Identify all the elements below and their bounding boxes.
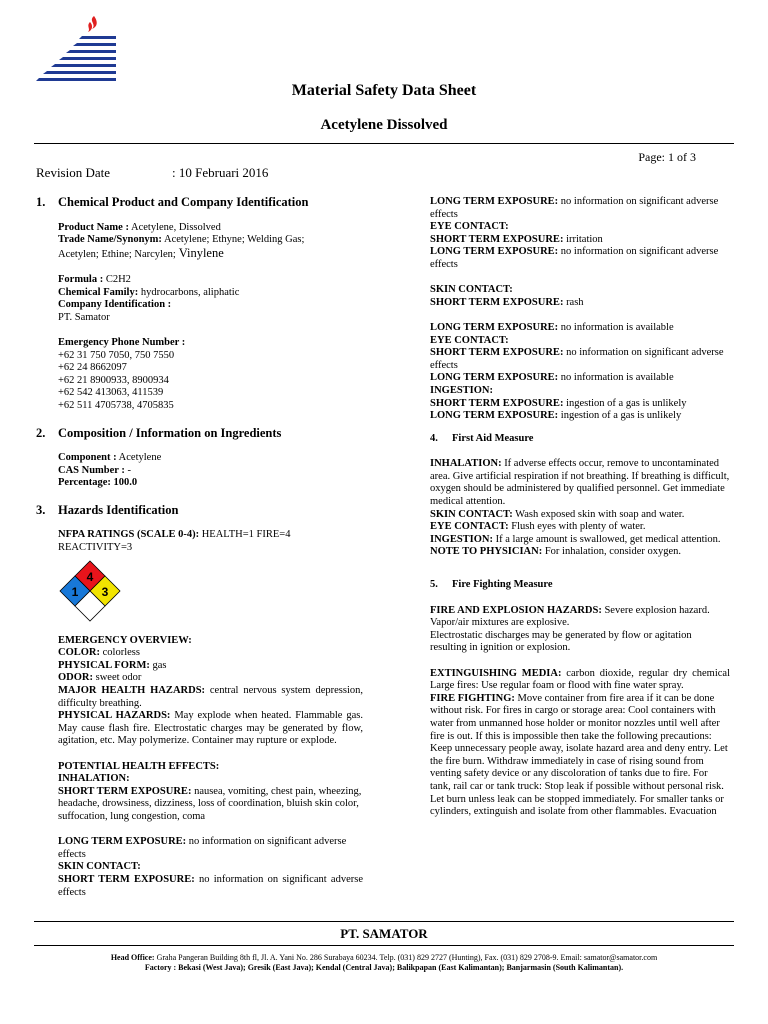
phone-1: +62 31 750 7050, 750 7550 [58,349,175,361]
section-4-heading: 4. First Aid Measure [430,432,534,444]
eye-short-term: SHORT TERM EXPOSURE: irritation [430,233,603,245]
footer-top-divider [34,921,734,922]
skin-short-term: SHORT TERM EXPOSURE: no information on significant adverse effects [58,873,363,898]
right-column [430,196,730,819]
physical-form: PHYSICAL FORM: gas [58,659,167,671]
trade-name: Trade Name/Synonym: Acetylene; Ethyne; Welding Gas; [58,234,305,246]
fire-fighting: FIRE FIGHTING: Move container from fire area if it can be done without risk. For fires in cargo or storage area: Cool containers with water from unmanned hose holder or monitor nozzles until well after fire is out. If this is impossible then take the following precautions: Keep unnecessary people away, isolate hazard area and deny entry. Let the fire burn. Withdraw immediately in case of rising sound from venting safety device or any discoloration of tanks due to fire. For tank, rail car or tank truck: Stop leak if possible without personal risk. Let burn unless leak can be stopped immediately. For smaller tanks or cylinders, extinguish and isolate from other flammables. Evacuation [430,692,728,818]
note-to-physician: NOTE TO PHYSICIAN: For inhalation, consider oxygen. [430,546,682,558]
section-2-body [36,446,363,490]
section-5-heading: 5. Fire Fighting Measure [430,579,553,591]
health-rating: 1 [71,584,79,599]
phone-3: +62 21 8900933, 8900934 [58,374,169,386]
ingestion-label: INGESTION: [430,384,494,396]
cas-number: CAS Number : - [58,464,132,476]
page-number: Page: 1 of 3 [638,150,696,164]
first-aid-skin: SKIN CONTACT: Wash exposed skin with soap and water. [430,508,685,520]
left-column [36,196,363,899]
ingestion-short-term: SHORT TERM EXPOSURE: ingestion of a gas is unlikely [430,397,687,409]
physical-hazards: PHYSICAL HAZARDS: May explode when heated. Flammable gas. May cause flash fire. Electrostatic charges may be generated by flow, agitation, etc. May polymerize. Container may rupture or explode. [58,710,363,747]
fire-rating: 4 [86,569,94,584]
eye-2-long-term: LONG TERM EXPOSURE: no information is available [430,372,674,384]
skin-contact-2-label: SKIN CONTACT: [430,284,513,296]
fire-explosion-hazards-cont: Electrostatic discharges may be generated by flow or agitation resulting in ignition or explosion. [430,629,692,654]
inhalation-long-term: LONG TERM EXPOSURE: no information on significant adverse effects [58,836,347,860]
footer-divider [34,945,734,946]
nfpa-ratings: NFPA RATINGS (SCALE 0-4): HEALTH=1 FIRE=4 [58,529,291,541]
odor: ODOR: sweet odor [58,672,142,684]
company-identification-value: PT. Samator [58,311,110,323]
header-divider [34,143,734,144]
samator-logo [36,12,120,86]
section-3-heading: 3. Hazards Identification [36,502,179,517]
phone-2: +62 24 8662097 [58,362,127,374]
document-subtitle: Acetylene Dissolved [320,117,448,133]
inhalation-label: INHALATION: [58,773,130,785]
emergency-overview-label: EMERGENCY OVERVIEW: [58,634,192,646]
percentage: Percentage: 100.0 [58,477,138,489]
major-health-hazards: MAJOR HEALTH HAZARDS: central nervous system depression, difficulty breathing. [58,685,363,709]
footer-head-office: Head Office: Graha Pangeran Building 8th fl, Jl. A. Yani No. 286 Surabaya 60234. Telp. (031) 829 2727 (Hunting), Fax. (031) 829 2708-9. Email: samator@samator.com [110,953,658,962]
trade-name-cont: Acetylen; Ethine; Narcylen; Vinylene [58,245,224,260]
section-1-body [36,216,363,413]
revision-value: : 10 Februari 2016 [172,165,269,180]
eye-contact-2-label: EYE CONTACT: [430,334,509,346]
phone-4: +62 542 413063, 411539 [58,387,164,399]
footer-factory: Factory : Bekasi (West Java); Gresik (East Java); Kendal (Central Java); Balikpapan (East Kalimantan); Banjarmasin (South Kalimantan). [144,963,624,972]
formula: Formula : C2H2 [58,273,131,285]
color: COLOR: colorless [58,647,140,659]
inhalation-short-term: SHORT TERM EXPOSURE: nausea, vomiting, chest pain, wheezing, headache, drowsiness, dizziness, loss of coordination, bluish skin color, suffocation, lung congestion, coma [58,785,362,822]
section-1-heading: 1. Chemical Product and Company Identification [36,195,309,209]
fire-explosion-hazards: FIRE AND EXPLOSION HAZARDS: Severe explosion hazard. Vapor/air mixtures are explosive. [430,604,710,629]
potential-health-effects-label: POTENTIAL HEALTH EFFECTS: [58,760,220,772]
skin-2-long-term: LONG TERM EXPOSURE: no information is available [430,321,674,333]
revision-label: Revision Date [36,165,111,180]
company-identification-label: Company Identification : [58,299,172,311]
section-3-body [36,523,363,899]
extinguishing-media: EXTINGUISHING MEDIA: carbon dioxide, regular dry chemical Large fires: Use regular foam or flood with fine water spray. [430,667,730,692]
footer-company: PT. SAMATOR [340,926,428,941]
ingestion-long-term: LONG TERM EXPOSURE: ingestion of a gas is unlikely [430,410,682,422]
eye-long-term: LONG TERM EXPOSURE: no information on significant adverse effects [430,246,719,270]
component: Component : Acetylene [58,452,162,464]
first-aid-inhalation: INHALATION: If adverse effects occur, remove to uncontaminated area. Give artificial respiration if not breathing. If breathing is difficult, oxygen should be administered by qualified personnel. Get immediate medical attention. [430,458,730,508]
product-name: Product Name : Acetylene, Dissolved [58,221,221,233]
chemical-family: Chemical Family: hydrocarbons, aliphatic [58,286,240,298]
nfpa-reactivity: REACTIVITY=3 [58,542,133,554]
nfpa-diamond-icon [58,559,122,623]
phone-5: +62 511 4705738, 4705835 [58,399,174,411]
nfpa-diamond [58,559,122,623]
document-title: Material Safety Data Sheet [291,82,477,99]
section-2-heading: 2. Composition / Information on Ingredients [36,425,282,440]
first-aid-ingestion: INGESTION: If a large amount is swallowed, get medical attention. [430,533,721,545]
first-aid-eye: EYE CONTACT: Flush eyes with plenty of water. [430,521,646,533]
eye-contact-label: EYE CONTACT: [430,221,509,233]
reactivity-rating: 3 [101,584,109,599]
skin-long-term: LONG TERM EXPOSURE: no information on significant adverse effects [430,196,719,220]
eye-2-short-term: SHORT TERM EXPOSURE: no information on significant adverse effects [430,347,724,371]
emergency-phone-label: Emergency Phone Number : [58,336,186,348]
skin-contact-label: SKIN CONTACT: [58,861,141,873]
skin-2-short-term: SHORT TERM EXPOSURE: rash [430,296,584,308]
revision-date [36,165,269,181]
